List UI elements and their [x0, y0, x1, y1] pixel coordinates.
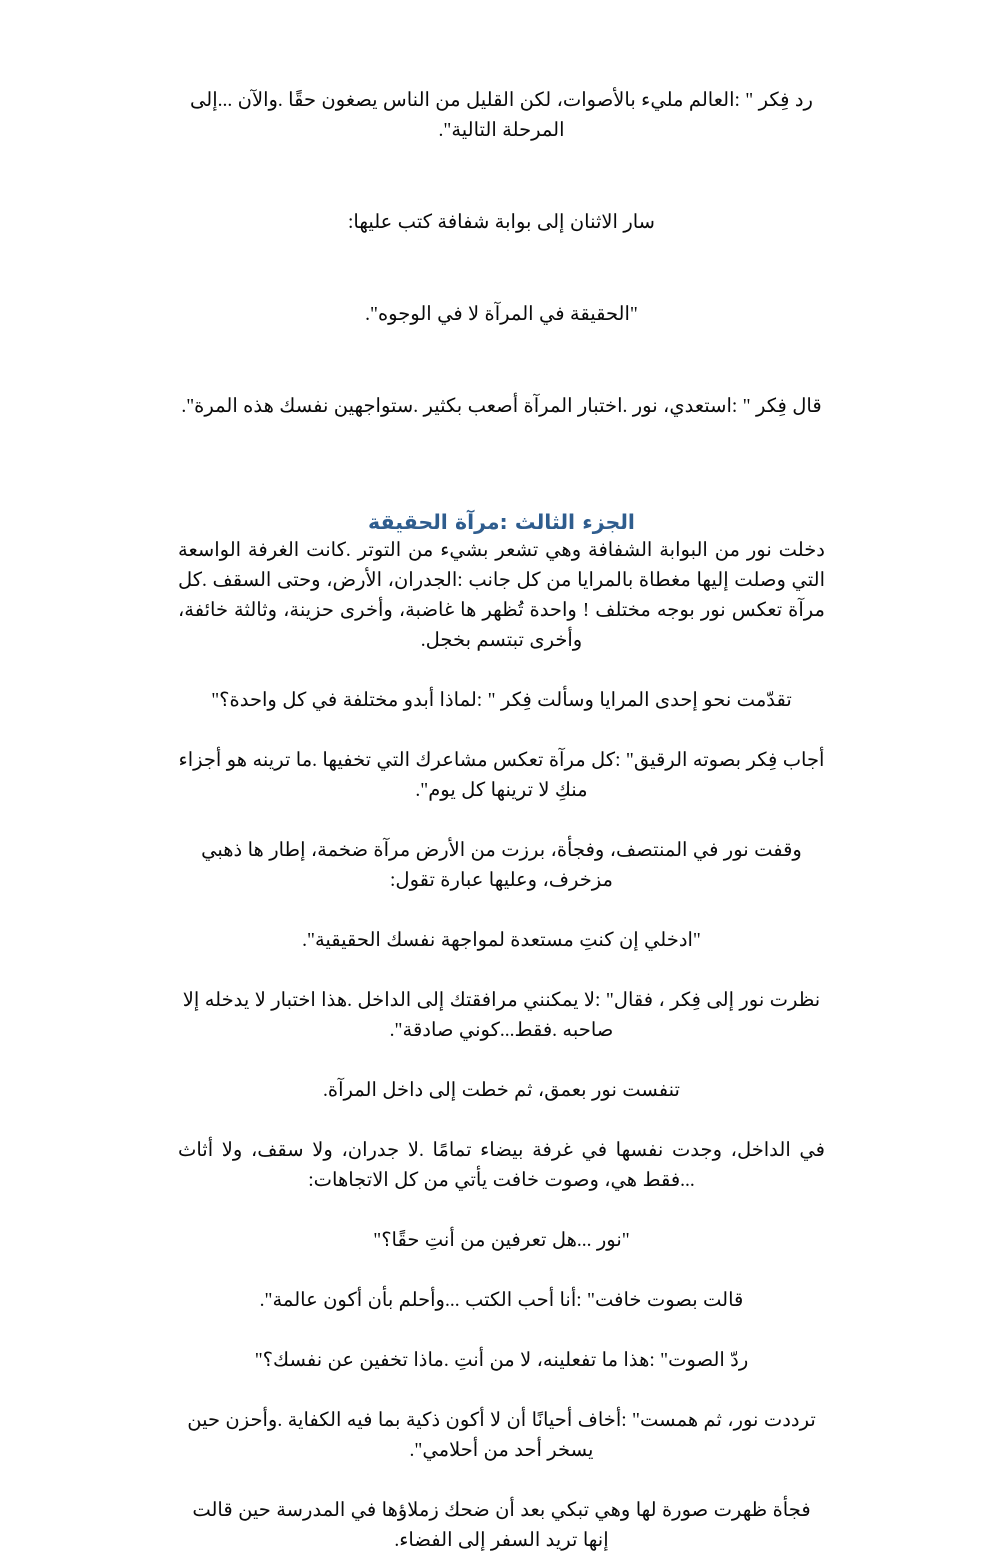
spacer	[178, 1196, 825, 1226]
spacer	[178, 1106, 825, 1136]
paragraph-9-quote: "ادخلي إن كنتِ مستعدة لمواجهة نفسك الحقيقية".	[302, 930, 701, 951]
paragraph-8: وقفت نور في المنتصف، وفجأة، برزت من الأرض مرآة ضخمة، إطار ها ذهبي مزخرف، وعليها عبارة تقول:	[201, 840, 802, 891]
spacer	[178, 1316, 825, 1346]
spacer	[178, 238, 825, 300]
paragraph-14: قالت بصوت خافت" :أنا أحب الكتب ...وأحلم بأن أكون عالمة".	[259, 1290, 744, 1311]
spacer	[178, 656, 825, 686]
paragraph-7: أجاب فِكر بصوته الرقيق" :كل مرآة تعكس مشاعرك التي تخفيها .ما ترينه هو أجزاء منكِ لا ترينها كل يوم".	[178, 750, 825, 801]
spacer	[178, 1046, 825, 1076]
spacer	[178, 896, 825, 926]
spacer-before-heading	[178, 422, 825, 508]
spacer	[178, 1376, 825, 1406]
section-heading-part-three: الجزء الثالث :مرآة الحقيقة	[368, 510, 635, 534]
paragraph-10: نظرت نور إلى فِكر ، فقال" :لا يمكنني مرافقتك إلى الداخل .هذا اختبار لا يدخله إلا صاحبه .فقط...كوني صادقة".	[182, 990, 821, 1041]
paragraph-4: قال فِكر " :استعدي، نور .اختبار المرآة أصعب بكثير .ستواجهين نفسك هذه المرة".	[181, 396, 822, 417]
paragraph-1: رد فِكر " :العالم مليء بالأصوات، لكن القليل من الناس يصغون حقًا .والآن ...إلى المرحلة التالية".	[190, 90, 813, 141]
spacer	[178, 716, 825, 746]
paragraph-6: تقدّمت نحو إحدى المرايا وسألت فِكر " :لماذا أبدو مختلفة في كل واحدة؟"	[211, 690, 792, 711]
spacer	[178, 330, 825, 392]
paragraph-13-quote: "نور ...هل تعرفين من أنتِ حقًا؟"	[373, 1230, 630, 1251]
document-body	[178, 86, 825, 1556]
paragraph-16: ترددت نور، ثم همست" :أخاف أحيانًا أن لا أكون ذكية بما فيه الكفاية .وأحزن حين يسخر أحد من أحلامي".	[187, 1410, 816, 1461]
section-heading-wrap	[178, 508, 825, 536]
paragraph-12: في الداخل، وجدت نفسها في غرفة بيضاء تمامًا .لا جدران، ولا سقف، ولا أثاث ...فقط هي، وصوت خافت يأتي من كل الاتجاهات:	[178, 1140, 825, 1191]
paragraph-17: فجأة ظهرت صورة لها وهي تبكي بعد أن ضحك زملاؤها في المدرسة حين قالت إنها تريد السفر إلى الفضاء.	[192, 1500, 811, 1551]
spacer	[178, 1466, 825, 1496]
spacer	[178, 1256, 825, 1286]
paragraph-3-quote: "الحقيقة في المرآة لا في الوجوه".	[365, 304, 638, 325]
spacer	[178, 806, 825, 836]
paragraph-15: ردّ الصوت" :هذا ما تفعلينه، لا من أنتِ .ماذا تخفين عن نفسك؟"	[254, 1350, 749, 1371]
spacer	[178, 956, 825, 986]
paragraph-5: دخلت نور من البوابة الشفافة وهي تشعر بشيء من التوتر .كانت الغرفة الواسعة التي وصلت إليها مغطاة بالمرايا من كل جانب :الجدران، الأرض، وحتى السقف .كل مرآة تعكس نور بوجه مختلف ! واحدة تُظهر ها غاضبة، وأخرى حزينة، وثالثة خائفة، وأخرى تبتسم بخجل.	[178, 540, 825, 651]
spacer	[178, 146, 825, 208]
paragraph-2: سار الاثنان إلى بوابة شفافة كتب عليها:	[347, 212, 656, 233]
paragraph-11: تنفست نور بعمق، ثم خطت إلى داخل المرآة.	[323, 1080, 680, 1101]
